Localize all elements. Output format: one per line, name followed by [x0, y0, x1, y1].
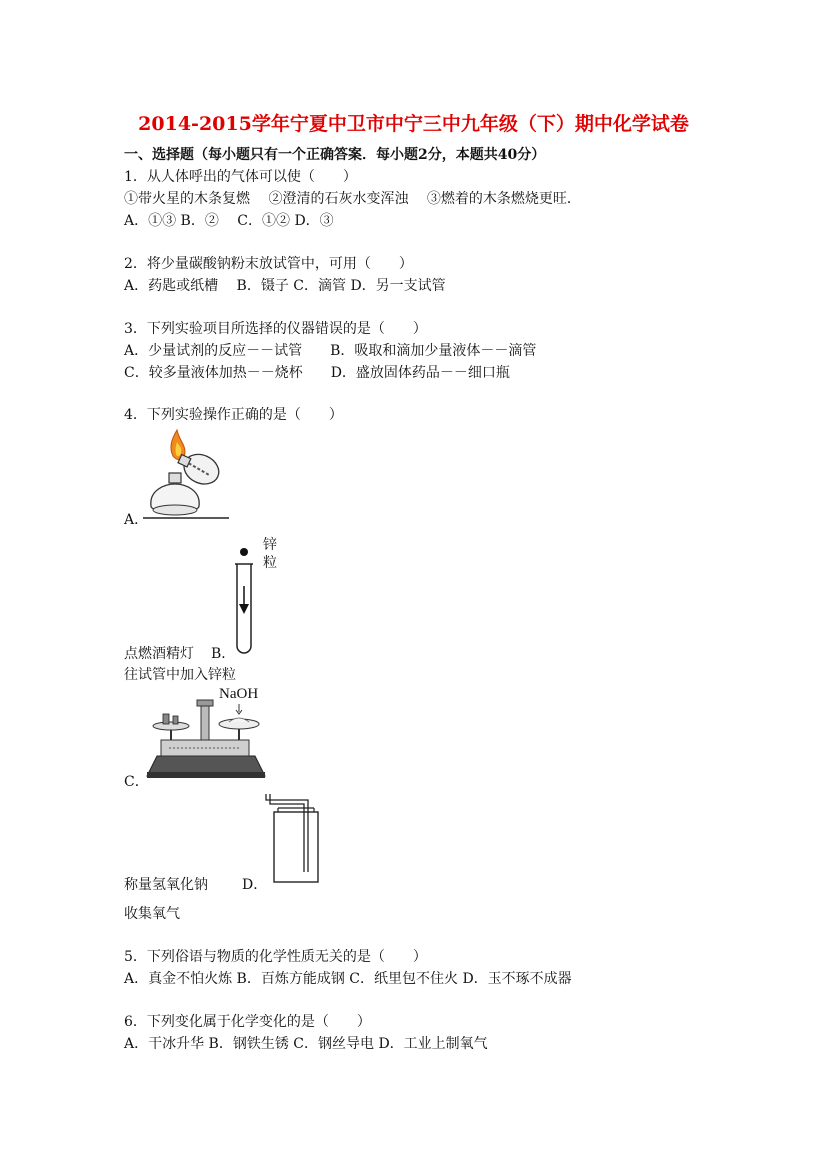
- q2-options: A．药匙或纸槽 B．镊子 C．滴管 D．另一支试管: [124, 278, 446, 294]
- section-heading: 一、选择题（每小题只有一个正确答案．每小题2分，本题共40分）: [124, 147, 546, 163]
- q4-label-d: D．: [242, 877, 268, 893]
- q4-stem: 4．下列实验操作正确的是（ ）: [124, 407, 343, 423]
- q4-label-b: B．: [211, 646, 236, 662]
- q4-caption-b: 往试管中加入锌粒: [124, 667, 236, 683]
- q4-caption-c: 称量氢氧化钠: [124, 877, 208, 893]
- q4-label-c: C．: [124, 774, 149, 790]
- q4-caption-d: 收集氧气: [124, 906, 180, 922]
- q3-options-line1: A．少量试剂的反应－－试管 B．吸取和滴加少量液体－－滴管: [124, 343, 537, 359]
- q1-options: A．①③ B．② C．①② D．③: [124, 213, 334, 229]
- alcohol-lamp-figure: [143, 428, 229, 520]
- q4-label-a: A．: [124, 512, 149, 528]
- exam-title: 2014-2015学年宁夏中卫市中宁三中九年级（下）期中化学试卷: [138, 113, 689, 135]
- q1-items: ①带火星的木条复燃 ②澄清的石灰水变浑浊 ③燃着的木条燃烧更旺．: [124, 191, 581, 207]
- q4-caption-a: 点燃酒精灯: [124, 646, 194, 662]
- zinc-label: 锌粒: [263, 537, 277, 571]
- q5-stem: 5．下列俗语与物质的化学性质无关的是（ ）: [124, 949, 427, 965]
- q1-stem: 1．从人体呼出的气体可以使（ ）: [124, 169, 357, 185]
- gas-collection-bottle-figure: [262, 794, 324, 884]
- q3-options-line2: C．较多量液体加热－－烧杯 D．盛放固体药品－－细口瓶: [124, 365, 510, 381]
- q6-stem: 6．下列变化属于化学变化的是（ ）: [124, 1014, 371, 1030]
- q2-stem: 2．将少量碳酸钠粉末放试管中，可用（ ）: [124, 256, 413, 272]
- q3-stem: 3．下列实验项目所选择的仪器错误的是（ ）: [124, 321, 427, 337]
- naoh-label: NaOH: [219, 686, 259, 702]
- q5-options: A．真金不怕火炼 B．百炼方能成钢 C．纸里包不住火 D．玉不琢不成器: [124, 971, 572, 987]
- q6-options: A．干冰升华 B．钢铁生锈 C．钢丝导电 D．工业上制氧气: [124, 1036, 488, 1052]
